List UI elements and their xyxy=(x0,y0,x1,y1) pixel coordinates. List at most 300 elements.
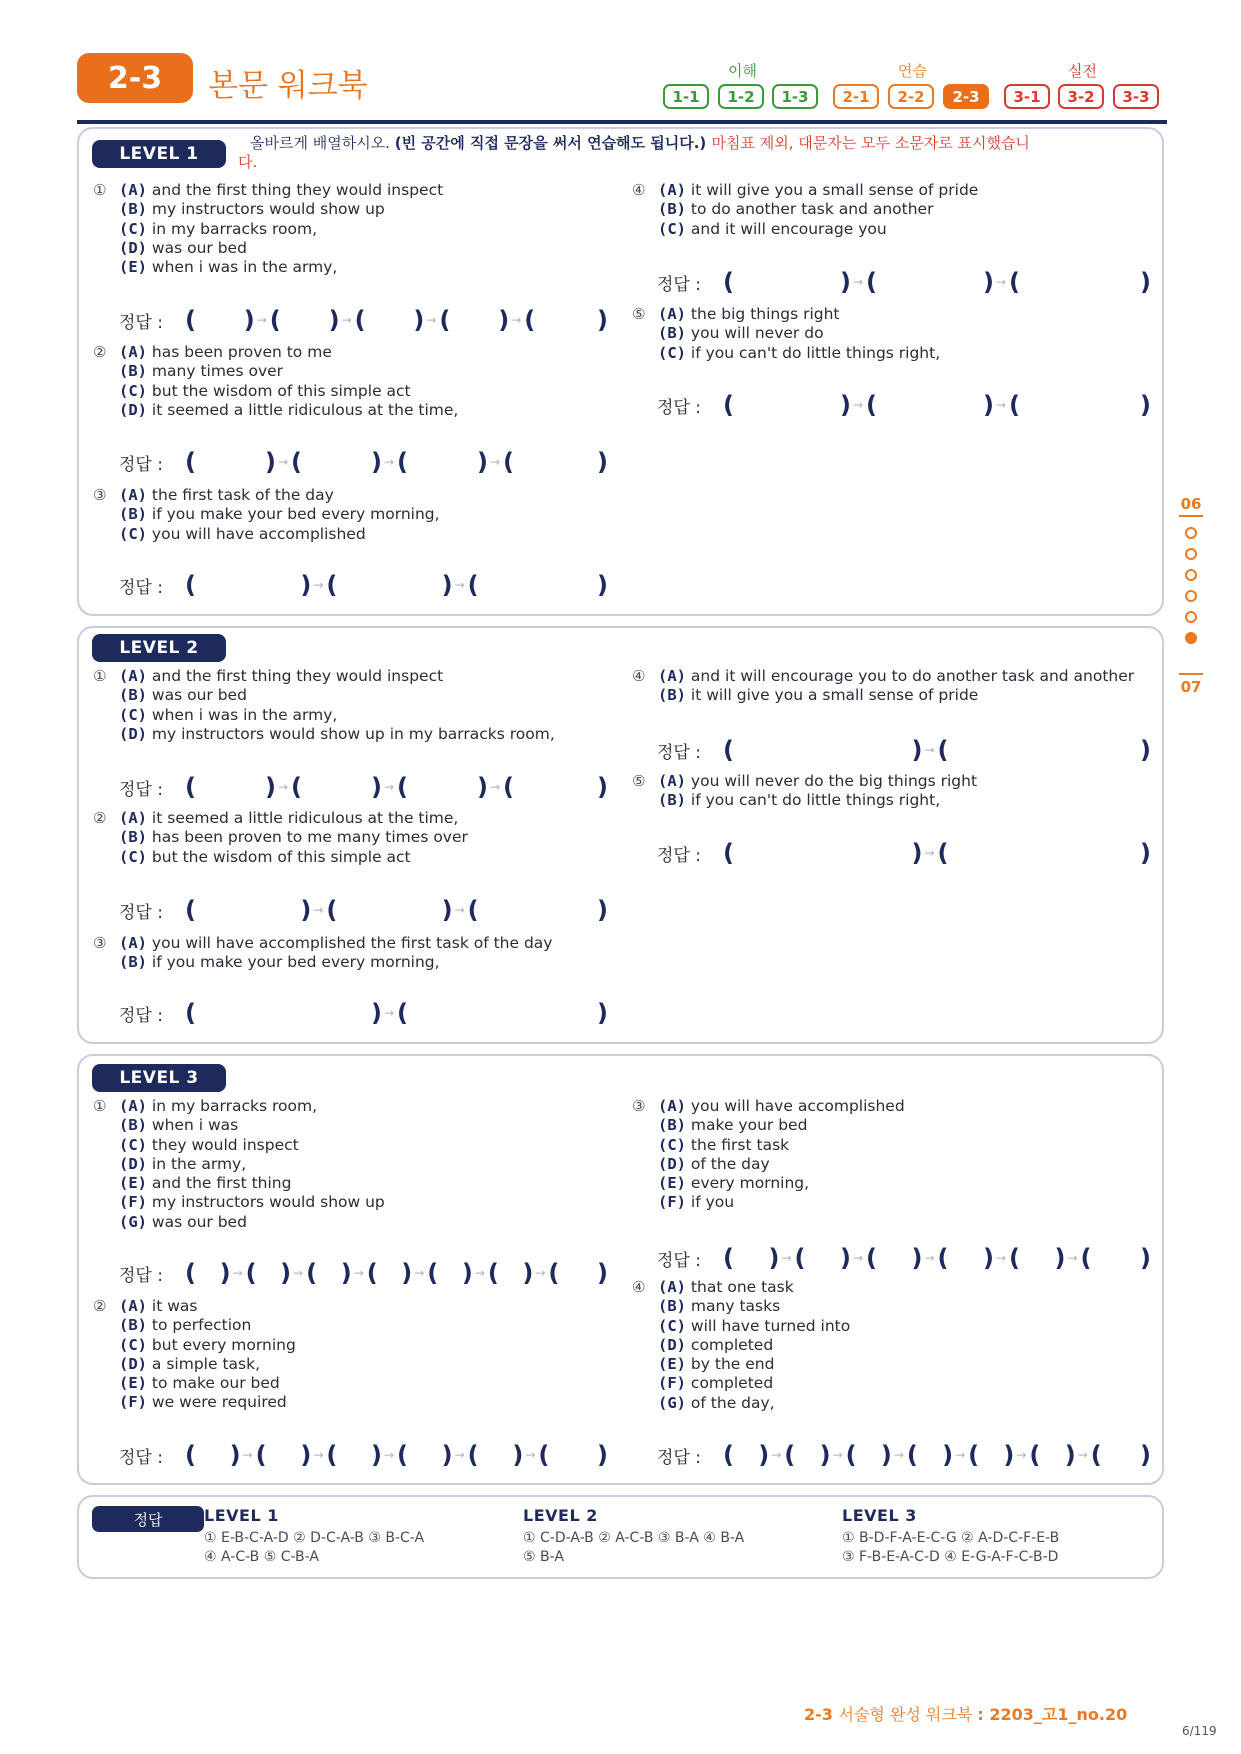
answer-blank-open[interactable]: ( xyxy=(185,306,196,334)
answer-row[interactable] xyxy=(119,1440,609,1470)
answer-blank-open[interactable]: ( xyxy=(185,896,196,924)
answer-blank-open[interactable]: ( xyxy=(845,1441,857,1469)
choice-item: (B) it will give you a small sense of pride xyxy=(658,686,979,705)
l1-question-4 xyxy=(632,181,1162,239)
answer-blank-close: ) xyxy=(1140,736,1151,764)
answer-blank-open[interactable]: ( xyxy=(723,839,734,867)
choice-item: (D) it seemed a little ridiculous at the time, xyxy=(119,400,459,419)
answer-blank-open[interactable]: ( xyxy=(723,391,734,419)
side-nav-end: 07 xyxy=(1180,678,1202,696)
answer-row[interactable] xyxy=(657,735,1152,765)
answer-blank-close: ) xyxy=(477,773,488,801)
answer-blank-open[interactable]: ( xyxy=(524,306,536,334)
question-number: ③ xyxy=(632,1097,646,1115)
answer-blank-open[interactable]: ( xyxy=(291,773,302,801)
tab-3-1[interactable]: 3-1 xyxy=(1004,84,1050,109)
answer-key-level3-line2: ③ F-B-E-A-C-D ④ E-G-A-F-C-B-D xyxy=(842,1549,1059,1565)
arrow-icon: → xyxy=(996,398,1007,412)
arrow-icon: → xyxy=(313,1448,324,1462)
question-number: ② xyxy=(93,1297,107,1315)
answer-label: 정답 : xyxy=(119,779,163,800)
answer-blank-open[interactable]: ( xyxy=(503,773,514,801)
answer-key-level3-line1: ① B-D-F-A-E-C-G ② A-D-C-F-E-B xyxy=(842,1530,1060,1546)
arrow-icon: → xyxy=(353,1266,364,1280)
choice-item: (A) has been proven to me xyxy=(119,343,332,361)
answer-row[interactable] xyxy=(119,305,609,335)
answer-blank-close: ) xyxy=(597,448,608,476)
answer-blank-close: ) xyxy=(280,1259,292,1287)
answer-blank-open[interactable]: ( xyxy=(467,1441,479,1469)
arrow-icon: → xyxy=(278,455,289,469)
answer-blank-open[interactable]: ( xyxy=(1009,391,1020,419)
choice-item: (A) it will give you a small sense of pride xyxy=(658,181,979,199)
answer-row[interactable] xyxy=(119,895,609,925)
choice-item: (F) we were required xyxy=(119,1393,287,1412)
section-badge: 2-3 xyxy=(77,53,193,103)
question-number: ③ xyxy=(93,934,107,952)
choice-item: (B) to perfection xyxy=(119,1316,252,1335)
answer-blank-close: ) xyxy=(300,571,312,599)
arrow-icon: → xyxy=(996,1251,1007,1265)
answer-blank-close: ) xyxy=(840,1244,851,1272)
choice-item: (E) when i was in the army, xyxy=(119,258,338,277)
choice-item: (F) completed xyxy=(658,1374,774,1393)
nav-dot-icon[interactable] xyxy=(1185,632,1197,644)
l1-question-5 xyxy=(632,305,1162,363)
l2-question-3 xyxy=(93,934,613,973)
l3-question-2 xyxy=(93,1297,613,1413)
choice-item: (D) completed xyxy=(658,1335,774,1354)
answer-key-badge: 정답 xyxy=(92,1506,204,1532)
choice-item: (G) of the day, xyxy=(658,1393,775,1412)
arrow-icon: → xyxy=(924,846,935,860)
answer-label: 정답 : xyxy=(119,577,163,598)
answer-blank-open[interactable]: ( xyxy=(427,1259,439,1287)
answer-label: 정답 : xyxy=(119,312,163,333)
answer-blank-close: ) xyxy=(265,448,276,476)
answer-blank-close: ) xyxy=(942,1441,954,1469)
side-nav-dots xyxy=(1185,527,1199,653)
l2-question-5 xyxy=(632,772,1162,811)
question-number: ④ xyxy=(632,181,646,199)
arrow-icon: → xyxy=(313,903,324,917)
tab-3-2[interactable]: 3-2 xyxy=(1058,84,1104,109)
choice-item: (C) but the wisdom of this simple act xyxy=(119,847,411,866)
tab-2-3[interactable]: 2-3 xyxy=(943,84,989,109)
answer-blank-open[interactable]: ( xyxy=(1009,1244,1020,1272)
answer-blank-open[interactable]: ( xyxy=(255,1441,267,1469)
choice-item: (F) if you xyxy=(658,1193,735,1212)
answer-blank-close: ) xyxy=(597,896,608,924)
side-nav-start: 06 xyxy=(1180,495,1202,513)
answer-blank-open[interactable]: ( xyxy=(548,1259,560,1287)
l1-question-3 xyxy=(93,486,613,544)
answer-blank-close: ) xyxy=(219,1259,231,1287)
arrow-icon: → xyxy=(278,780,289,794)
answer-blank-open[interactable]: ( xyxy=(866,268,877,296)
answer-blank-close: ) xyxy=(983,1244,994,1272)
footer-prefix: 2-3 xyxy=(804,1705,839,1724)
answer-blank-open[interactable]: ( xyxy=(397,773,408,801)
arrow-icon: → xyxy=(426,313,437,327)
answer-blank-close: ) xyxy=(243,306,255,334)
choice-item: (C) in my barracks room, xyxy=(119,219,318,238)
question-number: ③ xyxy=(93,486,107,504)
tab-3-3[interactable]: 3-3 xyxy=(1113,84,1159,109)
answer-blank-open[interactable]: ( xyxy=(326,571,338,599)
answer-key-level2-title: LEVEL 2 xyxy=(523,1506,598,1525)
answer-row[interactable] xyxy=(119,998,609,1028)
choice-item: (C) they would inspect xyxy=(119,1135,299,1154)
answer-blank-open[interactable]: ( xyxy=(185,1259,196,1287)
answer-blank-open[interactable]: ( xyxy=(185,999,196,1027)
answer-blank-close: ) xyxy=(1054,1244,1066,1272)
answer-blank-close: ) xyxy=(498,306,510,334)
level3-badge: LEVEL 3 xyxy=(92,1064,226,1092)
answer-blank-close: ) xyxy=(597,999,608,1027)
answer-blank-close: ) xyxy=(880,1441,892,1469)
arrow-icon: → xyxy=(1077,1448,1088,1462)
answer-blank-close: ) xyxy=(441,1441,453,1469)
l3-question-3 xyxy=(632,1097,1162,1213)
arrow-icon: → xyxy=(293,1266,304,1280)
page-title: 본문 워크북 xyxy=(208,68,368,104)
answer-blank-close: ) xyxy=(758,1441,770,1469)
arrow-icon: → xyxy=(511,313,522,327)
arrow-icon: → xyxy=(771,1448,782,1462)
choice-item: (B) when i was xyxy=(119,1116,239,1135)
answer-blank-open[interactable]: ( xyxy=(185,448,196,476)
answer-blank-close: ) xyxy=(265,773,276,801)
side-nav-rule xyxy=(1179,673,1203,675)
choice-item: (B) make your bed xyxy=(658,1116,808,1135)
answer-blank-close: ) xyxy=(768,1244,780,1272)
answer-blank-open[interactable]: ( xyxy=(326,896,338,924)
answer-blank-open[interactable]: ( xyxy=(723,1441,734,1469)
choice-item: (B) was our bed xyxy=(119,686,247,705)
answer-key-level2-line1: ① C-D-A-B ② A-C-B ③ B-A ④ B-A xyxy=(523,1530,745,1546)
answer-blank-open[interactable]: ( xyxy=(291,448,302,476)
answer-blank-open[interactable]: ( xyxy=(723,1244,734,1272)
answer-blank-close: ) xyxy=(300,896,312,924)
answer-blank-close: ) xyxy=(1140,839,1151,867)
arrow-icon: → xyxy=(414,1266,425,1280)
choice-item: (A) it was xyxy=(119,1297,198,1315)
footer-middle: 서술형 완성 워크북 xyxy=(838,1705,978,1724)
answer-blank-close: ) xyxy=(1003,1441,1015,1469)
answer-blank-open[interactable]: ( xyxy=(1080,1244,1092,1272)
question-number: ⑤ xyxy=(632,305,646,323)
answer-row[interactable] xyxy=(657,390,1152,420)
choice-item: (C) when i was in the army, xyxy=(119,705,338,724)
choice-item: (D) was our bed xyxy=(119,238,247,257)
arrow-icon: → xyxy=(490,455,501,469)
answer-blank-close: ) xyxy=(522,1259,534,1287)
answer-blank-open[interactable]: ( xyxy=(487,1259,499,1287)
arrow-icon: → xyxy=(454,903,465,917)
l2-question-1 xyxy=(93,667,613,744)
group-label-real: 실전 xyxy=(1068,62,1097,80)
answer-blank-close: ) xyxy=(819,1441,831,1469)
choice-item: (B) if you make your bed every morning, xyxy=(119,953,440,972)
answer-blank-close: ) xyxy=(911,736,923,764)
answer-blank-close: ) xyxy=(441,896,453,924)
answer-blank-close: ) xyxy=(413,306,425,334)
answer-key-level1-line2: ④ A-C-B ⑤ C-B-A xyxy=(204,1549,319,1565)
answer-blank-open[interactable]: ( xyxy=(784,1441,796,1469)
answer-blank-close: ) xyxy=(461,1259,473,1287)
nav-dot-icon[interactable] xyxy=(1185,548,1197,560)
answer-blank-open[interactable]: ( xyxy=(1029,1441,1041,1469)
answer-blank-open[interactable]: ( xyxy=(185,571,196,599)
answer-blank-close: ) xyxy=(1140,391,1151,419)
answer-blank-close: ) xyxy=(340,1259,352,1287)
choice-item: (B) has been proven to me many times over xyxy=(119,828,468,847)
answer-row[interactable] xyxy=(657,267,1152,297)
answer-blank-open[interactable]: ( xyxy=(723,268,734,296)
choice-item: (B) many times over xyxy=(119,362,284,381)
nav-dot-icon[interactable] xyxy=(1185,590,1197,602)
arrow-icon: → xyxy=(384,780,395,794)
arrow-icon: → xyxy=(781,1251,792,1265)
answer-blank-open[interactable]: ( xyxy=(866,391,877,419)
answer-blank-close: ) xyxy=(597,773,608,801)
answer-row[interactable] xyxy=(119,447,609,477)
tab-1-2[interactable]: 1-2 xyxy=(718,84,764,109)
choice-item: (D) of the day xyxy=(658,1154,770,1173)
answer-blank-open[interactable]: ( xyxy=(366,1259,378,1287)
arrow-icon: → xyxy=(454,1448,465,1462)
answer-key-level2-line2: ⑤ B-A xyxy=(523,1549,564,1565)
answer-blank-open[interactable]: ( xyxy=(723,736,734,764)
arrow-icon: → xyxy=(1067,1251,1078,1265)
side-nav-rule xyxy=(1179,515,1203,517)
arrow-icon: → xyxy=(474,1266,485,1280)
question-number: ④ xyxy=(632,667,646,685)
choice-item: (A) and the first thing they would inspect xyxy=(119,667,444,685)
tab-2-1[interactable]: 2-1 xyxy=(833,84,879,109)
footer-title xyxy=(804,1702,1127,1725)
choice-item: (A) and the first thing they would inspect xyxy=(119,181,444,199)
tab-2-2[interactable]: 2-2 xyxy=(888,84,934,109)
question-number: ② xyxy=(93,343,107,361)
arrow-icon: → xyxy=(242,1448,253,1462)
choice-item: (D) a simple task, xyxy=(119,1354,260,1373)
choice-item: (C) will have turned into xyxy=(658,1316,851,1335)
answer-label: 정답 : xyxy=(657,845,701,866)
answer-blank-open[interactable]: ( xyxy=(906,1441,918,1469)
answer-blank-open[interactable]: ( xyxy=(1009,268,1020,296)
footer-suffix: : 2203_고1_no.20 xyxy=(977,1705,1128,1724)
answer-label: 정답 : xyxy=(119,1447,163,1468)
answer-label: 정답 : xyxy=(657,274,701,295)
choice-item: (B) my instructors would show up xyxy=(119,200,385,219)
arrow-icon: → xyxy=(256,313,267,327)
choice-item: (G) was our bed xyxy=(119,1212,247,1231)
choice-item: (C) but the wisdom of this simple act xyxy=(119,381,411,400)
choice-item: (A) that one task xyxy=(658,1278,794,1296)
choice-item: (D) my instructors would show up in my barracks room, xyxy=(119,724,555,743)
answer-blank-close: ) xyxy=(983,391,994,419)
answer-blank-close: ) xyxy=(597,306,608,334)
choice-item: (C) if you can't do little things right, xyxy=(658,343,941,362)
answer-blank-close: ) xyxy=(477,448,488,476)
choice-item: (A) in my barracks room, xyxy=(119,1097,318,1115)
answer-blank-open[interactable]: ( xyxy=(937,1244,949,1272)
answer-blank-close: ) xyxy=(840,268,851,296)
choice-item: (D) in the army, xyxy=(119,1154,247,1173)
arrow-icon: → xyxy=(853,1251,864,1265)
answer-blank-open[interactable]: ( xyxy=(467,571,479,599)
choice-item: (F) my instructors would show up xyxy=(119,1193,385,1212)
answer-blank-close: ) xyxy=(911,839,923,867)
answer-key-level1-title: LEVEL 1 xyxy=(204,1506,279,1525)
arrow-icon: → xyxy=(996,275,1007,289)
answer-label: 정답 : xyxy=(119,1005,163,1026)
choice-item: (E) to make our bed xyxy=(119,1374,280,1393)
choice-item: (C) you will have accomplished xyxy=(119,524,366,543)
answer-row[interactable] xyxy=(119,570,609,600)
answer-blank-open[interactable]: ( xyxy=(185,773,196,801)
answer-label: 정답 : xyxy=(119,902,163,923)
answer-blank-close: ) xyxy=(983,268,994,296)
answer-key-level3-title: LEVEL 3 xyxy=(842,1506,917,1525)
answer-blank-open[interactable]: ( xyxy=(467,896,479,924)
answer-blank-close: ) xyxy=(1140,1441,1151,1469)
answer-blank-open[interactable]: ( xyxy=(397,999,408,1027)
answer-blank-close: ) xyxy=(597,1441,608,1469)
nav-dot-icon[interactable] xyxy=(1185,527,1197,539)
answer-blank-close: ) xyxy=(1064,1441,1076,1469)
answer-blank-open[interactable]: ( xyxy=(503,448,514,476)
answer-blank-open[interactable]: ( xyxy=(866,1244,877,1272)
instruction-warning: 마침표 제외, 대문자는 모두 소문자로 표시했습니 xyxy=(711,134,1030,152)
arrow-icon: → xyxy=(384,1448,395,1462)
choice-item: (B) if you can't do little things right, xyxy=(658,791,941,810)
arrow-icon: → xyxy=(232,1266,243,1280)
answer-label: 정답 : xyxy=(119,1265,163,1286)
l2-question-2 xyxy=(93,809,613,867)
arrow-icon: → xyxy=(384,455,395,469)
instruction-main: 올바르게 배열하시오. xyxy=(250,134,395,152)
question-number: ① xyxy=(93,1097,107,1115)
answer-blank-open[interactable]: ( xyxy=(397,448,408,476)
answer-blank-open[interactable]: ( xyxy=(326,1441,338,1469)
choice-item: (B) you will never do xyxy=(658,324,824,343)
answer-blank-open[interactable]: ( xyxy=(968,1441,980,1469)
answer-blank-close: ) xyxy=(1140,268,1151,296)
instruction-warning-end: 다. xyxy=(238,153,258,171)
arrow-icon: → xyxy=(853,398,864,412)
answer-row[interactable] xyxy=(657,1440,1152,1470)
answer-blank-close: ) xyxy=(328,306,340,334)
choice-item: (E) and the first thing xyxy=(119,1174,292,1193)
group-label-understanding: 이해 xyxy=(728,62,757,80)
choice-item: (B) many tasks xyxy=(658,1297,781,1316)
question-number: ① xyxy=(93,181,107,199)
l1-question-1 xyxy=(93,181,613,277)
arrow-icon: → xyxy=(525,1448,536,1462)
answer-blank-open[interactable]: ( xyxy=(245,1259,257,1287)
choice-item: (A) you will have accomplished xyxy=(658,1097,905,1115)
answer-blank-close: ) xyxy=(401,1259,413,1287)
answer-blank-open[interactable]: ( xyxy=(538,1441,550,1469)
arrow-icon: → xyxy=(955,1448,966,1462)
answer-label: 정답 : xyxy=(119,454,163,475)
tab-1-1[interactable]: 1-1 xyxy=(663,84,709,109)
arrow-icon: → xyxy=(924,743,935,757)
answer-blank-open[interactable]: ( xyxy=(269,306,281,334)
l2-question-4 xyxy=(632,667,1162,706)
answer-blank-open[interactable]: ( xyxy=(354,306,366,334)
answer-blank-open[interactable]: ( xyxy=(185,1441,196,1469)
choice-item: (E) every morning, xyxy=(658,1174,810,1193)
answer-blank-close: ) xyxy=(512,1441,524,1469)
answer-blank-open[interactable]: ( xyxy=(1090,1441,1102,1469)
answer-key-level1-line1: ① E-B-C-A-D ② D-C-A-B ③ B-C-A xyxy=(204,1530,425,1546)
choice-item: (A) you will have accomplished the first task of the day xyxy=(119,934,553,952)
arrow-icon: → xyxy=(1016,1448,1027,1462)
answer-blank-close: ) xyxy=(229,1441,241,1469)
answer-blank-close: ) xyxy=(371,999,382,1027)
instruction xyxy=(238,134,1150,172)
answer-blank-close: ) xyxy=(441,571,453,599)
level2-badge: LEVEL 2 xyxy=(92,634,226,662)
choice-item: (A) and it will encourage you to do another task and another xyxy=(658,667,1135,685)
tab-1-3[interactable]: 1-3 xyxy=(772,84,818,109)
answer-blank-open[interactable]: ( xyxy=(794,1244,806,1272)
page-number: 6/119 xyxy=(1182,1724,1217,1738)
choice-item: (A) the first task of the day xyxy=(119,486,334,504)
arrow-icon: → xyxy=(924,1251,935,1265)
arrow-icon: → xyxy=(341,313,352,327)
answer-row[interactable] xyxy=(657,1243,1152,1273)
arrow-icon: → xyxy=(454,578,465,592)
answer-blank-open[interactable]: ( xyxy=(439,306,451,334)
l3-question-4 xyxy=(632,1278,1162,1413)
choice-item: (A) you will never do the big things right xyxy=(658,772,978,790)
answer-blank-open[interactable]: ( xyxy=(397,1441,408,1469)
l3-question-1 xyxy=(93,1097,613,1232)
answer-row[interactable] xyxy=(119,772,609,802)
nav-dot-icon[interactable] xyxy=(1185,611,1197,623)
answer-blank-open[interactable]: ( xyxy=(937,736,949,764)
answer-row[interactable] xyxy=(119,1258,609,1288)
answer-label: 정답 : xyxy=(657,742,701,763)
answer-label: 정답 : xyxy=(657,1250,701,1271)
answer-blank-close: ) xyxy=(371,448,382,476)
answer-blank-open[interactable]: ( xyxy=(306,1259,318,1287)
arrow-icon: → xyxy=(313,578,324,592)
instruction-note: (빈 공간에 직접 문장을 써서 연습해도 됩니다.) xyxy=(394,134,712,152)
question-number: ② xyxy=(93,809,107,827)
choice-item: (B) to do another task and another xyxy=(658,200,934,219)
answer-blank-close: ) xyxy=(840,391,851,419)
answer-label: 정답 : xyxy=(657,1447,701,1468)
arrow-icon: → xyxy=(832,1448,843,1462)
answer-row[interactable] xyxy=(657,838,1152,868)
arrow-icon: → xyxy=(893,1448,904,1462)
group-label-practice: 연습 xyxy=(898,62,927,80)
choice-item: (B) if you make your bed every morning, xyxy=(119,505,440,524)
question-number: ① xyxy=(93,667,107,685)
level1-badge: LEVEL 1 xyxy=(92,140,226,168)
arrow-icon: → xyxy=(853,275,864,289)
answer-blank-open[interactable]: ( xyxy=(937,839,949,867)
question-number: ⑤ xyxy=(632,772,646,790)
nav-dot-icon[interactable] xyxy=(1185,569,1197,581)
arrow-icon: → xyxy=(384,1006,395,1020)
